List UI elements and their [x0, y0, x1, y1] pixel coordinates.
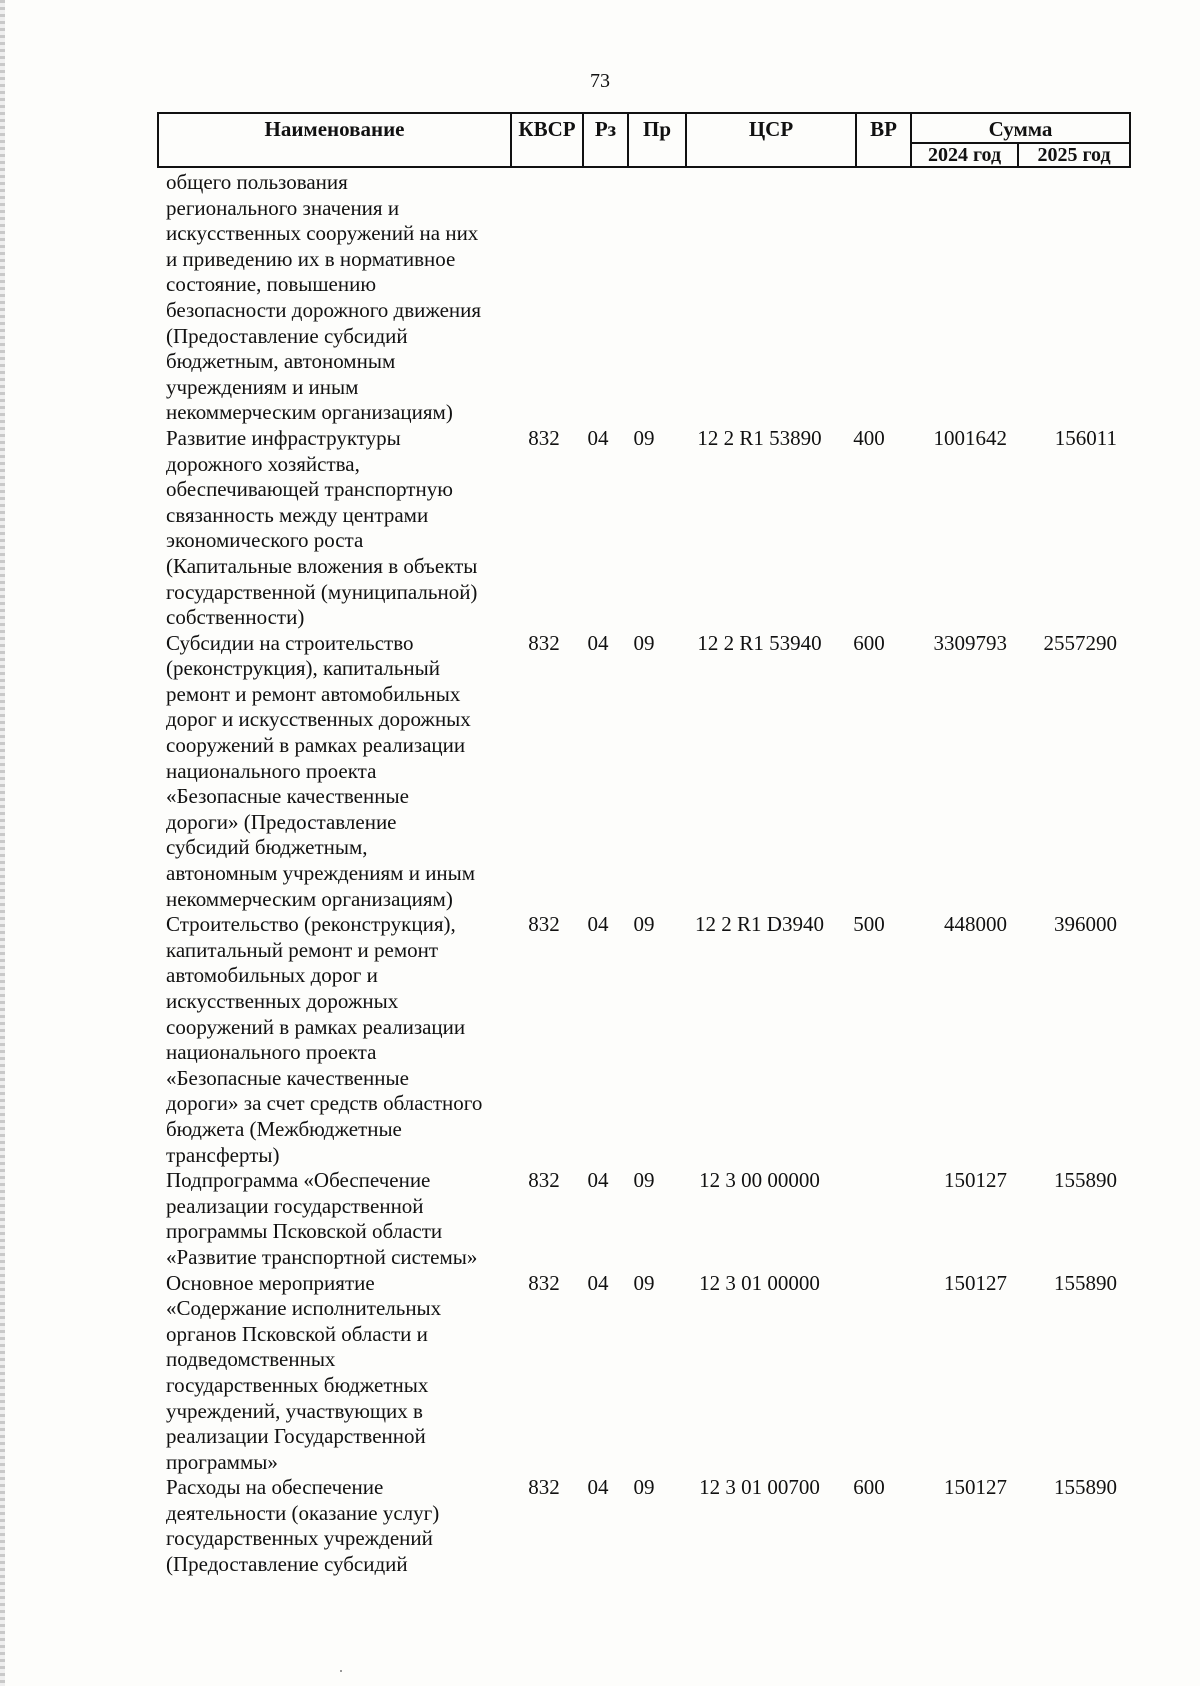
row-pr: 09	[633, 630, 655, 655]
row-rz: 04	[587, 425, 609, 450]
header-kvsr: КВСР	[511, 113, 583, 167]
row-csr: 12 2 R1 53940	[697, 630, 822, 655]
row-pr: 09	[633, 1475, 655, 1500]
row-sum-2024: 150127	[944, 1270, 1007, 1295]
table-row	[0, 170, 1200, 426]
row-sum-2024: 150127	[944, 1475, 1007, 1500]
row-kvsr: 832	[528, 1475, 560, 1500]
header-year-2025: 2025 год	[1018, 143, 1130, 167]
row-name: Подпрограмма «Обеспечение реализации государственной программы Псковской области «Развитие транспортной системы»	[166, 1168, 478, 1269]
row-vr: 400	[853, 425, 885, 450]
row-csr: 12 3 01 00000	[699, 1270, 820, 1295]
row-vr	[849, 1271, 889, 1476]
row-sum-2025: 155890	[1054, 1270, 1117, 1295]
header-name: Наименование	[158, 113, 511, 167]
header-csr: ЦСР	[686, 113, 856, 167]
row-sum-2024: 1001642	[933, 425, 1007, 450]
row-sum-2025: 155890	[1054, 1168, 1117, 1193]
row-rz: 04	[587, 1168, 609, 1193]
row-csr: 12 3 00 00000	[699, 1168, 820, 1193]
row-pr: 09	[633, 1270, 655, 1295]
header-vr: ВР	[856, 113, 911, 167]
header-rz: Рз	[583, 113, 628, 167]
row-sum-2025: 155890	[1054, 1475, 1117, 1500]
header-pr: Пр	[628, 113, 686, 167]
table-header	[157, 112, 1131, 168]
row-rz: 04	[587, 630, 609, 655]
row-name: Субсидии на строительство (реконструкция), капитальный ремонт и ремонт автомобильных дорог и искусственных дорожных сооружений в рамках реализации национального проекта «Безопасные качественные дороги» (Предоставление субсидий бюджетным, автономным учреждениям и иным некоммерческим организациям)	[166, 630, 476, 911]
row-vr: 500	[853, 912, 885, 937]
row-sum-2024: 150127	[944, 1168, 1007, 1193]
row-name: Развитие инфраструктуры дорожного хозяйства, обеспечивающей транспортную связанность между центрами экономического роста (Капитальные вложения в объекты государственной (муниципальной) собственности)	[166, 425, 478, 630]
row-vr: 600	[853, 630, 885, 655]
row-pr: 09	[633, 912, 655, 937]
row-sum-2024: 3309793	[933, 630, 1007, 655]
row-vr	[849, 1168, 889, 1270]
row-sum-2025: 156011	[1054, 425, 1117, 450]
row-kvsr: 832	[528, 1270, 560, 1295]
header-sum: Сумма	[911, 113, 1130, 143]
row-kvsr: 832	[528, 425, 560, 450]
row-rz: 04	[587, 912, 609, 937]
row-sum-2025: 2557290	[1043, 630, 1117, 655]
row-name: Основное мероприятие «Содержание исполнительных органов Псковской области и подведомственных государственных бюджетных учреждений, участвующих в реализации Государственной программы»	[166, 1270, 442, 1474]
table-row	[0, 912, 1200, 1168]
row-kvsr: 832	[528, 1168, 560, 1193]
row-name: Расходы на обеспечение деятельности (оказание услуг) государственных учреждений (Предоставление субсидий	[166, 1475, 440, 1577]
row-pr: 09	[633, 425, 655, 450]
row-name: Строительство (реконструкция), капитальный ремонт и ремонт автомобильных дорог и искусственных дорожных сооружений в рамках реализации национального проекта «Безопасные качественные дороги» за счет средств областного бюджета (Межбюджетные трансферты)	[166, 912, 483, 1167]
row-csr: 12 3 01 00700	[699, 1475, 820, 1500]
table-body	[0, 170, 1200, 1578]
table-row	[0, 1168, 1200, 1270]
row-kvsr: 832	[528, 630, 560, 655]
row-pr: 09	[633, 1168, 655, 1193]
table-row	[0, 1475, 1200, 1577]
row-rz: 04	[587, 1270, 609, 1295]
row-csr: 12 2 R1 D3940	[695, 912, 824, 937]
scan-speck	[340, 1670, 342, 1672]
page-number: 73	[590, 70, 610, 92]
row-rz: 04	[587, 1475, 609, 1500]
table-row	[0, 631, 1200, 913]
header-year-2024: 2024 год	[911, 143, 1018, 167]
row-sum-2025: 396000	[1054, 912, 1117, 937]
row-sum-2024: 448000	[944, 912, 1007, 937]
table-row	[0, 426, 1200, 631]
table-row	[0, 1271, 1200, 1476]
row-kvsr: 832	[528, 912, 560, 937]
row-csr: 12 2 R1 53890	[697, 425, 822, 450]
row-name: общего пользования регионального значения и искусственных сооружений на них и приведению их в нормативное состояние, повышению безопасности дорожного движения (Предоставление субсидий бюджетным, автономным учреждениям и иным некоммерческим организациям)	[166, 170, 482, 425]
row-vr: 600	[853, 1475, 885, 1500]
